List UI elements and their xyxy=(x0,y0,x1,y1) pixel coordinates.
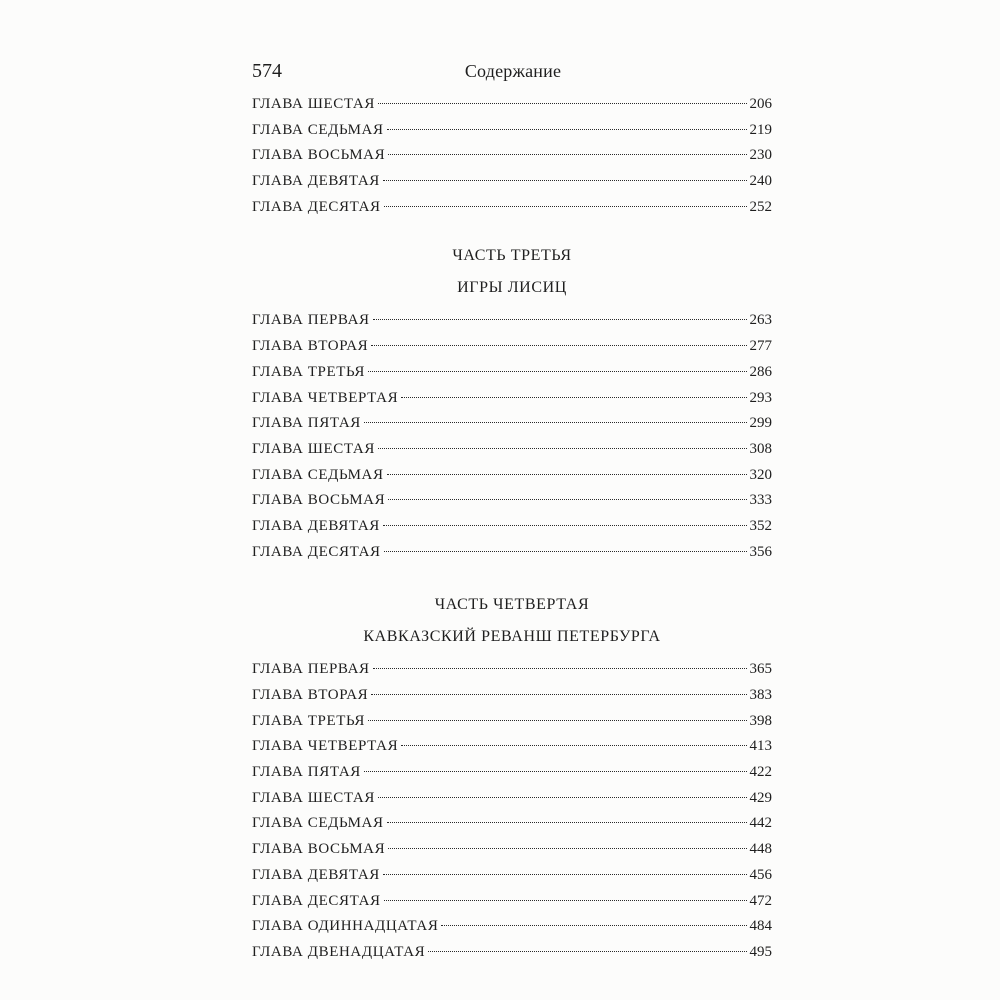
toc-page-number: 230 xyxy=(749,147,772,164)
toc-row xyxy=(252,411,772,437)
toc-chapter-title: ГЛАВА ВОСЬМАЯ xyxy=(252,841,386,858)
dot-leader xyxy=(387,822,747,823)
toc-row xyxy=(252,386,772,412)
toc-chapter-title: ГЛАВА СЕДЬМАЯ xyxy=(252,466,384,483)
toc-page-number: 484 xyxy=(749,918,772,935)
toc-chapter-title: ГЛАВА ОДИННАДЦАТАЯ xyxy=(252,918,439,935)
toc-row xyxy=(252,889,772,915)
toc-row xyxy=(252,463,772,489)
dot-leader xyxy=(387,474,747,475)
toc-page-number: 356 xyxy=(749,543,772,560)
running-head xyxy=(252,56,774,86)
part-three-heading-block xyxy=(252,220,772,308)
toc-row xyxy=(252,760,772,786)
toc-chapter-title: ГЛАВА ПЯТАЯ xyxy=(252,764,361,781)
dot-leader xyxy=(378,103,747,104)
dot-leader xyxy=(383,525,747,526)
toc-page-number: 429 xyxy=(749,789,772,806)
dot-leader xyxy=(388,154,746,155)
dot-leader xyxy=(384,551,747,552)
toc-row xyxy=(252,143,772,169)
toc-chapter-title: ГЛАВА ТРЕТЬЯ xyxy=(252,712,366,729)
toc-row xyxy=(252,540,772,566)
toc-row xyxy=(252,437,772,463)
toc-page-number: 277 xyxy=(749,338,772,355)
toc-chapter-title: ГЛАВА СЕДЬМАЯ xyxy=(252,121,384,138)
toc-chapter-title: ГЛАВА ШЕСТАЯ xyxy=(252,96,375,112)
toc-page-number: 333 xyxy=(749,492,772,509)
dot-leader xyxy=(401,745,746,746)
dot-leader xyxy=(441,925,746,926)
toc-row xyxy=(252,837,772,863)
part-three-heading: ЧАСТЬ ТРЕТЬЯ xyxy=(452,247,572,265)
dot-leader xyxy=(383,874,747,875)
toc-chapter-title: ГЛАВА ПЕРВАЯ xyxy=(252,661,370,678)
dot-leader xyxy=(428,951,746,952)
toc-page-number: 365 xyxy=(749,661,772,678)
toc-page-number: 252 xyxy=(749,198,772,215)
toc-page-number: 308 xyxy=(749,440,772,457)
toc-chapter-title: ГЛАВА ЧЕТВЕРТАЯ xyxy=(252,738,399,755)
toc-chapter-title: ГЛАВА ДЕСЯТАЯ xyxy=(252,892,381,909)
toc-chapter-title: ГЛАВА ДЕСЯТАЯ xyxy=(252,198,381,215)
toc-chapter-title: ГЛАВА ВТОРАЯ xyxy=(252,687,369,703)
toc-page-number: 240 xyxy=(749,173,772,190)
toc-row xyxy=(252,308,772,334)
dot-leader xyxy=(371,345,746,346)
toc-row xyxy=(252,118,772,144)
dot-leader xyxy=(388,848,746,849)
toc-chapter-title: ГЛАВА ШЕСТАЯ xyxy=(252,440,375,457)
toc-chapter-title: ГЛАВА ДВЕНАДЦАТАЯ xyxy=(252,943,426,960)
toc-row xyxy=(252,360,772,386)
dot-leader xyxy=(401,397,746,398)
toc-page-number: 472 xyxy=(749,892,772,909)
dot-leader xyxy=(383,180,747,181)
toc-row xyxy=(252,514,772,540)
toc-page-number: 383 xyxy=(749,687,772,703)
toc-row xyxy=(252,195,772,221)
dot-leader xyxy=(364,422,747,423)
toc-chapter-title: ГЛАВА СЕДЬМАЯ xyxy=(252,815,384,832)
toc-row xyxy=(252,786,772,812)
dot-leader xyxy=(373,668,747,669)
toc-row xyxy=(252,488,772,514)
toc-chapter-title: ГЛАВА ВТОРАЯ xyxy=(252,338,369,355)
toc-chapter-title: ГЛАВА ПЕРВАЯ xyxy=(252,312,370,329)
toc-row xyxy=(252,683,772,709)
toc-chapter-title: ГЛАВА ВОСЬМАЯ xyxy=(252,492,386,509)
part-three-subtitle: ИГРЫ ЛИСИЦ xyxy=(457,279,567,297)
toc-page-number: 442 xyxy=(749,815,772,832)
running-title: Содержание xyxy=(464,61,562,81)
toc-row xyxy=(252,863,772,889)
dot-leader xyxy=(371,694,746,695)
dot-leader xyxy=(384,900,747,901)
toc-row xyxy=(252,811,772,837)
dot-leader xyxy=(364,771,747,772)
toc-row xyxy=(252,169,772,195)
toc-chapter-title: ГЛАВА ДЕВЯТАЯ xyxy=(252,173,380,190)
part-four-subtitle: КАВКАЗСКИЙ РЕВАНШ ПЕТЕРБУРГА xyxy=(363,628,661,646)
toc-chapter-title: ГЛАВА ПЯТАЯ xyxy=(252,415,361,432)
part-four-heading-block xyxy=(252,565,772,657)
toc-row xyxy=(252,657,772,683)
dot-leader xyxy=(378,797,747,798)
dot-leader xyxy=(373,319,747,320)
dot-leader xyxy=(387,129,747,130)
toc-chapter-title: ГЛАВА ЧЕТВЕРТАЯ xyxy=(252,389,399,406)
toc-chapter-title: ГЛАВА ДЕВЯТАЯ xyxy=(252,517,380,534)
toc-row xyxy=(252,914,772,940)
part-four-heading: ЧАСТЬ ЧЕТВЕРТАЯ xyxy=(434,596,590,614)
toc-page-number: 299 xyxy=(749,415,772,432)
toc-page-number: 293 xyxy=(749,389,772,406)
table-of-contents xyxy=(252,92,772,966)
dot-leader xyxy=(368,720,746,721)
toc-row xyxy=(252,334,772,360)
toc-page-number: 495 xyxy=(749,943,772,960)
toc-page-number: 352 xyxy=(749,517,772,534)
toc-chapter-title: ГЛАВА ДЕСЯТАЯ xyxy=(252,543,381,560)
toc-page-number: 206 xyxy=(749,96,772,112)
page-number: 574 xyxy=(252,60,282,82)
toc-page-number: 398 xyxy=(749,712,772,729)
toc-page-number: 456 xyxy=(749,866,772,883)
toc-chapter-title: ГЛАВА ШЕСТАЯ xyxy=(252,789,375,806)
toc-page-number: 263 xyxy=(749,312,772,329)
toc-page-number: 422 xyxy=(749,764,772,781)
toc-page-number: 320 xyxy=(749,466,772,483)
toc-page-number: 448 xyxy=(749,841,772,858)
toc-row xyxy=(252,940,772,966)
dot-leader xyxy=(378,448,747,449)
dot-leader xyxy=(388,499,746,500)
toc-row xyxy=(252,734,772,760)
toc-page-number: 286 xyxy=(749,363,772,380)
toc-row xyxy=(252,709,772,735)
dot-leader xyxy=(368,371,746,372)
toc-chapter-title: ГЛАВА ДЕВЯТАЯ xyxy=(252,866,380,883)
toc-chapter-title: ГЛАВА ТРЕТЬЯ xyxy=(252,363,366,380)
toc-row xyxy=(252,92,772,118)
toc-chapter-title: ГЛАВА ВОСЬМАЯ xyxy=(252,147,386,164)
dot-leader xyxy=(384,206,747,207)
toc-page-number: 413 xyxy=(749,738,772,755)
toc-page-number: 219 xyxy=(749,121,772,138)
